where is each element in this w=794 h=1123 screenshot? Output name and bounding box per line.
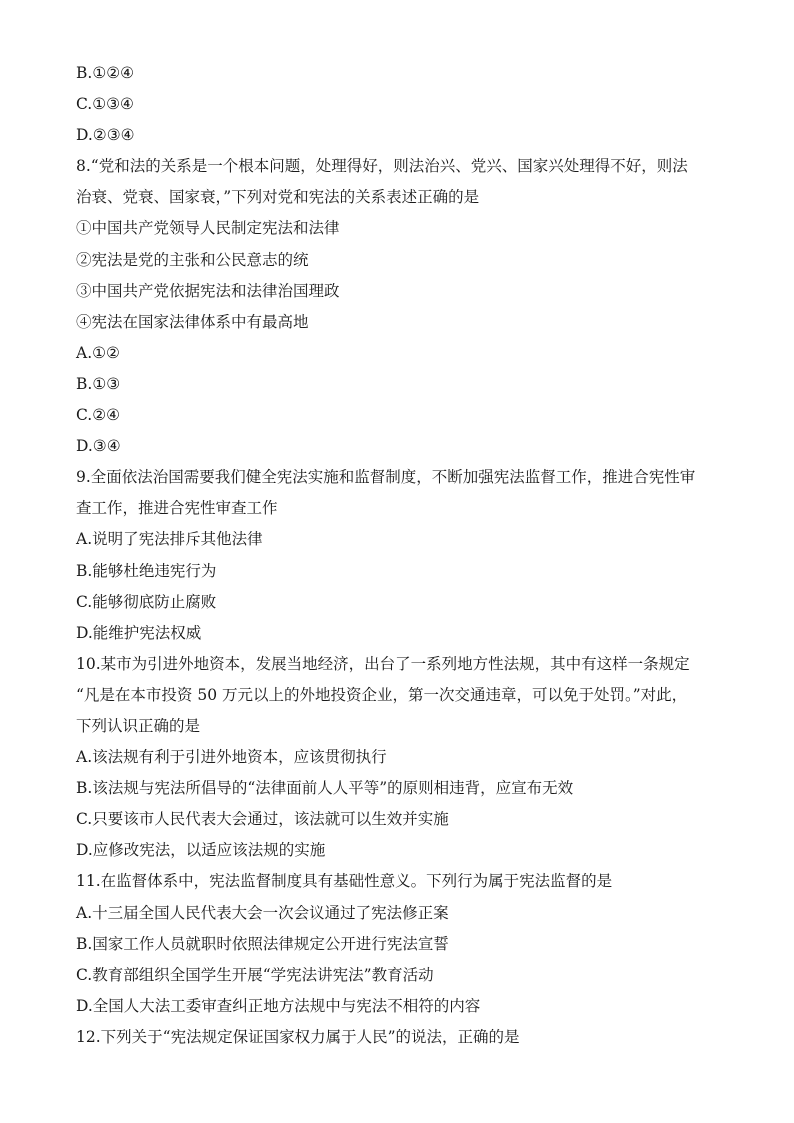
option-line: B.①③: [76, 374, 121, 393]
option-line: C.能够彻底防止腐败: [76, 592, 217, 611]
option-line: A.十三届全国人民代表大会一次会议通过了宪法修正案: [76, 903, 449, 922]
option-line: D.全国人大法工委审查纠正地方法规中与宪法不相符的内容: [76, 996, 481, 1015]
option-line: B.能够杜绝违宪行为: [76, 561, 217, 580]
question-10-stem-cont: “凡是在本市投资 50 万元以上的外地投资企业，第一次交通违章，可以免于处罚。”对此，: [76, 685, 688, 704]
option-line: B.①②④: [76, 64, 135, 82]
question-9-stem-cont: 查工作，推进合宪性审查工作: [76, 499, 278, 518]
option-line: A.该法规有利于引进外地资本，应该贯彻执行: [76, 748, 387, 767]
option-line: C.②④: [76, 406, 121, 425]
question-8-stem-cont: 治衰、党衰、国家衰，”下列对党和宪法的关系表述正确的是: [76, 188, 480, 207]
option-line: C.①③④: [76, 95, 134, 114]
statement-line: ②宪法是党的主张和公民意志的统: [76, 250, 309, 269]
option-line: D.③④: [76, 437, 121, 456]
option-line: D.应修改宪法，以适应该法规的实施: [76, 841, 326, 860]
option-line: A.①②: [76, 343, 120, 362]
question-12-stem: 12.下列关于“宪法规定保证国家权力属于人民”的说法，正确的是: [76, 1027, 520, 1046]
statement-line: ③中国共产党依据宪法和法律治国理政: [76, 281, 340, 300]
question-11-stem: 11.在监督体系中，宪法监督制度具有基础性意义。下列行为属于宪法监督的是: [76, 872, 613, 891]
option-line: B.该法规与宪法所倡导的“法律面前人人平等”的原则相违背，应宣布无效: [76, 779, 574, 798]
option-line: D.能维护宪法权威: [76, 623, 202, 642]
statement-line: ①中国共产党领导人民制定宪法和法律: [76, 219, 340, 238]
option-line: C.只要该市人民代表大会通过，该法就可以生效并实施: [76, 810, 449, 829]
statement-line: ④宪法在国家法律体系中有最高地: [76, 312, 309, 331]
option-line: D.②③④: [76, 126, 135, 145]
question-9-stem: 9.全面依法治国需要我们健全宪法实施和监督制度，不断加强宪法监督工作，推进合宪性审: [76, 468, 696, 487]
question-10-stem-cont: 下列认识正确的是: [76, 716, 201, 735]
question-8-stem: 8.“党和法的关系是一个根本问题，处理得好，则法治兴、党兴、国家兴处理得不好，则法: [76, 157, 688, 176]
document-text: [76, 58, 724, 1053]
option-line: B.国家工作人员就职时依照法律规定公开进行宪法宣誓: [76, 934, 449, 953]
option-line: A.说明了宪法排斥其他法律: [76, 530, 263, 549]
question-10-stem: 10.某市为引进外地资本，发展当地经济，出台了一系列地方性法规，其中有这样一条规定: [76, 654, 690, 673]
option-line: C.教育部组织全国学生开展“学宪法讲宪法”教育活动: [76, 965, 434, 984]
